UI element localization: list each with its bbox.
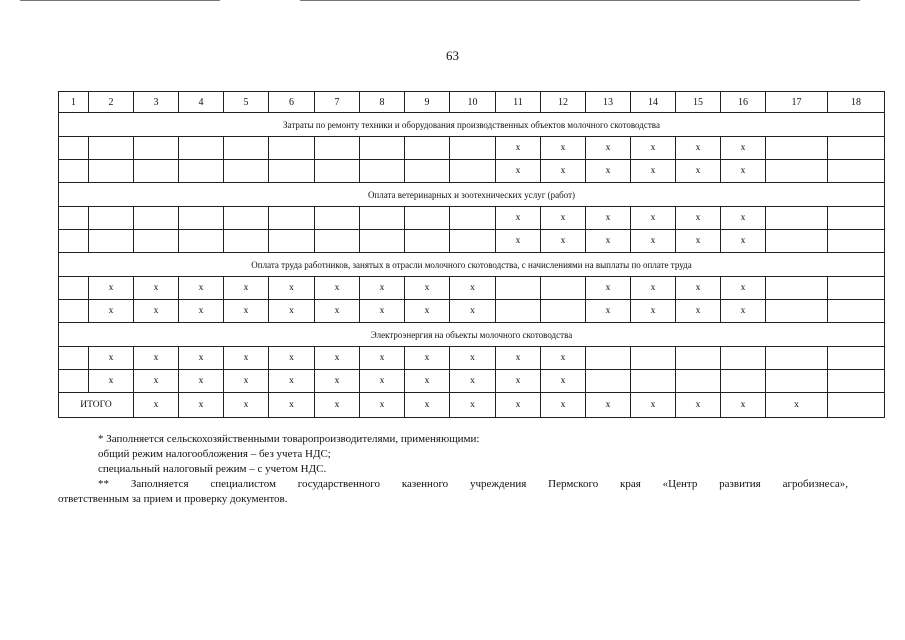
table-cell: x — [631, 160, 676, 183]
top-rule-right — [300, 0, 860, 1]
column-number-2: 2 — [89, 92, 134, 113]
table-cell — [315, 207, 360, 230]
table-cell — [828, 370, 885, 393]
table-cell — [828, 393, 885, 418]
top-rule-left — [20, 0, 220, 1]
table-cell — [360, 137, 405, 160]
table-cell: x — [179, 277, 224, 300]
table-cell — [586, 370, 631, 393]
table-cell: x — [315, 370, 360, 393]
table-cell: x — [315, 393, 360, 418]
column-number-5: 5 — [224, 92, 269, 113]
table-cell — [828, 207, 885, 230]
table-cell — [134, 207, 179, 230]
table-cell: x — [224, 277, 269, 300]
table-cell: x — [360, 277, 405, 300]
column-number-16: 16 — [721, 92, 766, 113]
column-number-12: 12 — [541, 92, 586, 113]
column-number-4: 4 — [179, 92, 224, 113]
table-cell: x — [134, 277, 179, 300]
table-cell — [315, 137, 360, 160]
table-cell: x — [450, 393, 496, 418]
table-cell — [179, 137, 224, 160]
table-cell: x — [586, 300, 631, 323]
table-cell: x — [541, 347, 586, 370]
table-cell — [586, 347, 631, 370]
table-cell: x — [315, 300, 360, 323]
table-cell — [59, 277, 89, 300]
table-cell — [721, 370, 766, 393]
column-number-17: 17 — [766, 92, 828, 113]
table-cell — [766, 300, 828, 323]
table-cell: x — [405, 347, 450, 370]
table-row — [59, 300, 885, 323]
table-cell: x — [631, 207, 676, 230]
table-cell — [828, 347, 885, 370]
table-cell — [450, 207, 496, 230]
table-cell: x — [450, 347, 496, 370]
column-number-1: 1 — [59, 92, 89, 113]
table-cell: x — [721, 300, 766, 323]
table-cell — [315, 160, 360, 183]
table-cell — [89, 230, 134, 253]
table-cell: x — [450, 277, 496, 300]
footnote-1-item-special: специальный налоговый режим – с учетом НДС. — [98, 463, 327, 475]
table-cell: x — [224, 370, 269, 393]
table-cell: x — [586, 160, 631, 183]
column-number-7: 7 — [315, 92, 360, 113]
table-cell: x — [269, 300, 315, 323]
table-cell — [224, 230, 269, 253]
table-cell — [405, 160, 450, 183]
table-cell — [676, 347, 721, 370]
column-number-8: 8 — [360, 92, 405, 113]
table-cell — [766, 160, 828, 183]
footnote-1-item-general: общий режим налогообложения – без учета НДС; — [98, 448, 331, 460]
table-cell — [828, 137, 885, 160]
table-cell — [450, 160, 496, 183]
table-cell: x — [631, 230, 676, 253]
table-cell: x — [179, 393, 224, 418]
table-cell: x — [405, 277, 450, 300]
table-cell: x — [496, 230, 541, 253]
table-cell: x — [541, 160, 586, 183]
table-cell: x — [631, 137, 676, 160]
table-cell: x — [134, 393, 179, 418]
table-cell — [59, 160, 89, 183]
table-cell — [360, 230, 405, 253]
table-row — [59, 137, 885, 160]
table-cell — [766, 347, 828, 370]
table-cell: x — [179, 370, 224, 393]
table-cell — [766, 370, 828, 393]
table-cell — [89, 160, 134, 183]
section-title: Электроэнергия на объекты молочного скотоводства — [59, 323, 885, 347]
table-cell — [450, 230, 496, 253]
column-number-row — [59, 92, 885, 113]
table-cell: x — [676, 230, 721, 253]
table-cell: x — [721, 393, 766, 418]
table-cell: x — [541, 230, 586, 253]
data-table — [58, 91, 885, 418]
table-cell — [676, 370, 721, 393]
table-cell: x — [541, 207, 586, 230]
table-cell: x — [586, 137, 631, 160]
table-cell — [405, 137, 450, 160]
table-cell — [631, 347, 676, 370]
table-cell: x — [405, 300, 450, 323]
table-cell: x — [496, 393, 541, 418]
page-number: 63 — [446, 48, 459, 63]
footnote-2: ** Заполняется специалистом государственного казенного учреждения Пермского края «Центр развития агробизнеса», — [98, 478, 848, 490]
table-cell: x — [496, 347, 541, 370]
table-cell — [224, 207, 269, 230]
table-cell: x — [721, 160, 766, 183]
table-cell: x — [721, 277, 766, 300]
table-cell — [631, 370, 676, 393]
column-number-10: 10 — [450, 92, 496, 113]
table-cell — [59, 137, 89, 160]
section-header-row — [59, 323, 885, 347]
table-cell: x — [721, 137, 766, 160]
table-cell: x — [676, 300, 721, 323]
table-cell: x — [134, 300, 179, 323]
table-cell — [179, 207, 224, 230]
table-cell: x — [269, 370, 315, 393]
table-cell: x — [541, 137, 586, 160]
table-cell: x — [676, 160, 721, 183]
table-cell — [721, 347, 766, 370]
footnotes — [58, 432, 848, 507]
table-cell — [134, 160, 179, 183]
table-cell: x — [405, 393, 450, 418]
table-cell — [828, 160, 885, 183]
table-cell — [496, 300, 541, 323]
table-cell: x — [676, 137, 721, 160]
table-cell — [269, 137, 315, 160]
table-cell: x — [586, 277, 631, 300]
table-cell: x — [631, 393, 676, 418]
table-cell — [269, 230, 315, 253]
table-cell: x — [541, 370, 586, 393]
table-cell — [360, 207, 405, 230]
column-number-11: 11 — [496, 92, 541, 113]
table-cell: x — [496, 370, 541, 393]
section-header-row — [59, 183, 885, 207]
table-cell — [59, 230, 89, 253]
table-cell: x — [450, 300, 496, 323]
table-cell: x — [676, 277, 721, 300]
table-cell — [828, 277, 885, 300]
table-cell: x — [541, 393, 586, 418]
table-cell — [269, 207, 315, 230]
table-cell: x — [586, 207, 631, 230]
table-cell: x — [134, 370, 179, 393]
column-number-3: 3 — [134, 92, 179, 113]
table-cell: x — [496, 207, 541, 230]
table-cell: x — [631, 300, 676, 323]
table-row — [59, 370, 885, 393]
table-row — [59, 160, 885, 183]
table-cell: x — [360, 347, 405, 370]
table-cell — [224, 137, 269, 160]
table-cell: x — [269, 347, 315, 370]
table-cell: x — [224, 300, 269, 323]
table-cell — [766, 137, 828, 160]
table-cell — [405, 230, 450, 253]
table-cell: x — [360, 300, 405, 323]
table-cell: x — [676, 207, 721, 230]
table-cell — [315, 230, 360, 253]
table-cell: x — [360, 370, 405, 393]
table-cell: x — [586, 393, 631, 418]
table-cell: x — [179, 347, 224, 370]
table-cell: x — [179, 300, 224, 323]
table-body — [59, 92, 885, 418]
column-number-9: 9 — [405, 92, 450, 113]
table-cell: x — [224, 347, 269, 370]
table-cell: x — [89, 347, 134, 370]
table-cell: x — [676, 393, 721, 418]
table-cell — [89, 207, 134, 230]
column-number-18: 18 — [828, 92, 885, 113]
table-cell — [59, 370, 89, 393]
footnote-1: * Заполняется сельскохозяйственными товаропроизводителями, применяющими: — [98, 433, 480, 445]
table-cell: x — [134, 347, 179, 370]
table-cell — [496, 277, 541, 300]
section-header-row — [59, 113, 885, 137]
table-cell — [269, 160, 315, 183]
table-cell — [541, 300, 586, 323]
table-cell — [134, 137, 179, 160]
table-cell — [541, 277, 586, 300]
table-cell: x — [450, 370, 496, 393]
table-cell: x — [721, 230, 766, 253]
table-cell — [179, 160, 224, 183]
section-title: Оплата ветеринарных и зоотехнических услуг (работ) — [59, 183, 885, 207]
table-cell: x — [89, 277, 134, 300]
table-cell — [59, 300, 89, 323]
total-label: ИТОГО — [59, 393, 134, 418]
table-cell — [134, 230, 179, 253]
table-cell — [59, 347, 89, 370]
table-cell — [59, 207, 89, 230]
table-cell: x — [315, 277, 360, 300]
table-row — [59, 230, 885, 253]
table-row — [59, 277, 885, 300]
table-cell: x — [496, 137, 541, 160]
table-cell — [828, 230, 885, 253]
table-row — [59, 347, 885, 370]
column-number-14: 14 — [631, 92, 676, 113]
table-cell: x — [89, 300, 134, 323]
table-cell — [179, 230, 224, 253]
table-cell: x — [224, 393, 269, 418]
section-header-row — [59, 253, 885, 277]
table-cell: x — [405, 370, 450, 393]
column-number-6: 6 — [269, 92, 315, 113]
table-cell — [89, 137, 134, 160]
table-cell: x — [89, 370, 134, 393]
table-cell — [450, 137, 496, 160]
table-cell — [766, 230, 828, 253]
table-cell: x — [360, 393, 405, 418]
table-cell: x — [766, 393, 828, 418]
table-cell — [766, 207, 828, 230]
table-cell: x — [496, 160, 541, 183]
table-cell: x — [586, 230, 631, 253]
table-cell — [766, 277, 828, 300]
footnote-2-continued: ответственным за прием и проверку документов. — [58, 493, 288, 505]
column-number-15: 15 — [676, 92, 721, 113]
table-row — [59, 207, 885, 230]
section-title: Затраты по ремонту техники и оборудования производственных объектов молочного скотоводства — [59, 113, 885, 137]
section-title: Оплата труда работников, занятых в отрасли молочного скотоводства, с начислениями на выплаты по оплате труда — [59, 253, 885, 277]
table-cell — [828, 300, 885, 323]
column-number-13: 13 — [586, 92, 631, 113]
table-cell: x — [269, 393, 315, 418]
total-row — [59, 393, 885, 418]
table-cell: x — [721, 207, 766, 230]
table-cell: x — [315, 347, 360, 370]
table-cell — [224, 160, 269, 183]
table-cell: x — [269, 277, 315, 300]
table-cell — [405, 207, 450, 230]
table-cell: x — [631, 277, 676, 300]
table-cell — [360, 160, 405, 183]
